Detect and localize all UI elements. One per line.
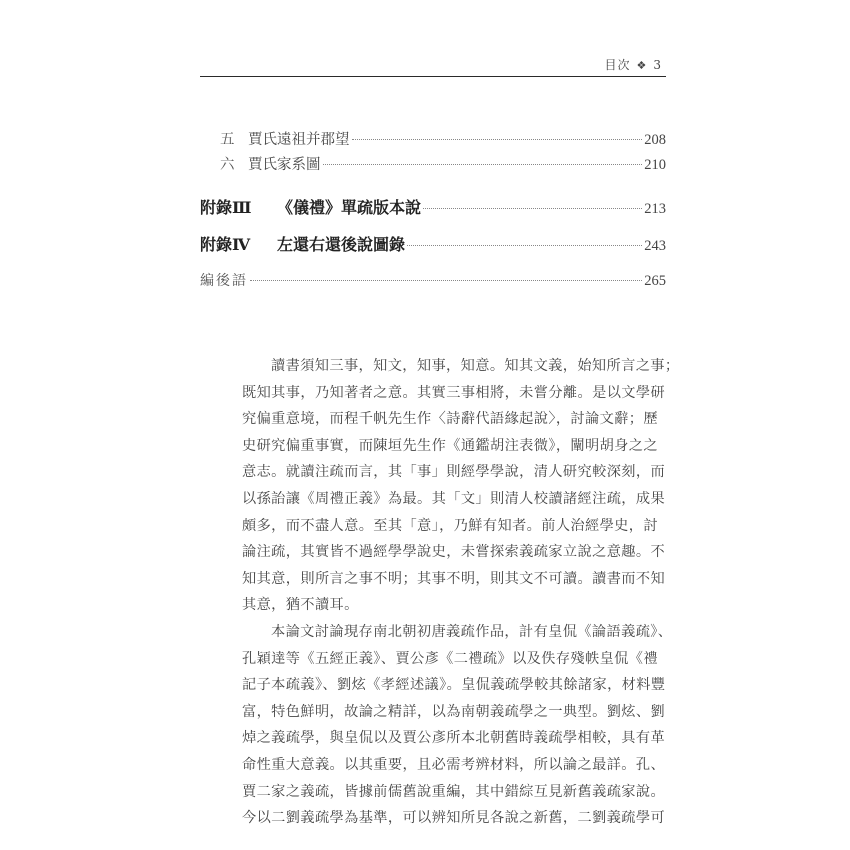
body-text (242, 353, 680, 832)
toc-entry-number: 附錄Ⅲ (200, 198, 252, 217)
toc-entry-number: 附錄Ⅳ (200, 235, 251, 254)
toc-entry-title: 《儀禮》單疏版本說 (277, 198, 422, 217)
toc-entry-page: 210 (644, 157, 666, 173)
toc-entry-number: 五 (220, 132, 235, 148)
dot-leader (323, 164, 643, 165)
toc-entry-appendix[interactable] (200, 232, 666, 256)
text-line: 意志。就讀注疏而言，其「事」則經學學說，清人研究較深刻，而 (242, 464, 666, 481)
text-line: 焯之義疏學，與皇侃以及賈公彥所本北朝舊時義疏學相較，具有革 (242, 730, 666, 747)
text-line: 其意，猶不讀耳。 (242, 597, 359, 614)
toc-entry-title: 賈氏遠祖并郡望 (248, 132, 350, 148)
ornament-icon: ❖ (636, 59, 648, 72)
text-line: 既知其事，乃知著者之意。其實三事相將，未嘗分離。是以文學研 (242, 384, 666, 401)
text-line: 論注疏，其實皆不過經學學說史，未嘗探索義疏家立說之意趣。不 (242, 544, 666, 561)
header-section: 目次 (604, 58, 631, 72)
toc-entry-page: 208 (644, 132, 666, 148)
toc-entry-title: 左還右還後說圖錄 (277, 235, 406, 254)
header-page-number: 3 (653, 58, 662, 72)
toc-entry-appendix[interactable] (200, 195, 666, 219)
text-line: 記子本疏義》、劉炫《孝經述議》。皇侃義疏學較其餘諸家，材料豐 (242, 677, 666, 694)
text-line: 史研究偏重事實，而陳垣先生作《通鑑胡注表微》，闡明胡身之之 (242, 437, 658, 454)
running-header (200, 56, 666, 77)
text-line: 今以二劉義疏學為基準，可以辨知所見各說之新舊，二劉義疏學可 (242, 810, 666, 827)
toc-entry[interactable] (200, 270, 666, 294)
text-line: 究偏重意境，而程千帆先生作〈詩辭代語緣起說〉，討論文辭；歷 (242, 411, 658, 428)
dot-leader (423, 208, 642, 209)
toc-entry[interactable] (200, 153, 666, 177)
text-line: 富，特色鮮明，故論之精詳，以為南朝義疏學之一典型。劉炫、劉 (242, 703, 666, 720)
toc-entry-page: 265 (644, 273, 666, 289)
text-line: 本論文討論現存南北朝初唐義疏作品，計有皇侃《論語義疏》、 (271, 623, 673, 640)
toc-entry-page: 213 (644, 201, 666, 217)
paragraph-1 (242, 353, 680, 619)
paragraph-2 (242, 619, 673, 832)
text-line: 以孫詒讓《周禮正義》為最。其「文」則清人校讀諸經注疏，成果 (242, 490, 666, 507)
text-line: 讀書須知三事，知文，知事，知意。知其文義，始知所言之事； (271, 358, 680, 374)
toc-entry-page: 243 (644, 238, 666, 254)
text-line: 孔穎達等《五經正義》、賈公彥《二禮疏》以及佚存殘帙皇侃《禮 (242, 650, 658, 667)
dot-leader (352, 139, 643, 140)
header-text (604, 56, 662, 73)
dot-leader (250, 280, 642, 281)
text-line: 知其意，則所言之事不明；其事不明，則其文不可讀。讀書而不知 (242, 570, 666, 587)
toc-entry-title: 賈氏家系圖 (248, 157, 321, 173)
toc-entry[interactable] (200, 128, 666, 152)
toc-entry-number: 六 (220, 157, 235, 173)
dot-leader (407, 245, 642, 246)
text-line: 賈二家之義疏，皆據前儒舊說重編，其中錯綜互見新舊義疏家說。 (242, 783, 666, 800)
text-line: 命性重大意義。以其重要，且必需考辨材料，所以論之最詳。孔、 (242, 756, 666, 773)
text-line: 頗多，而不盡人意。至其「意」，乃鮮有知者。前人治經學史，討 (242, 517, 658, 534)
toc-entry-title: 編後語 (200, 273, 248, 289)
